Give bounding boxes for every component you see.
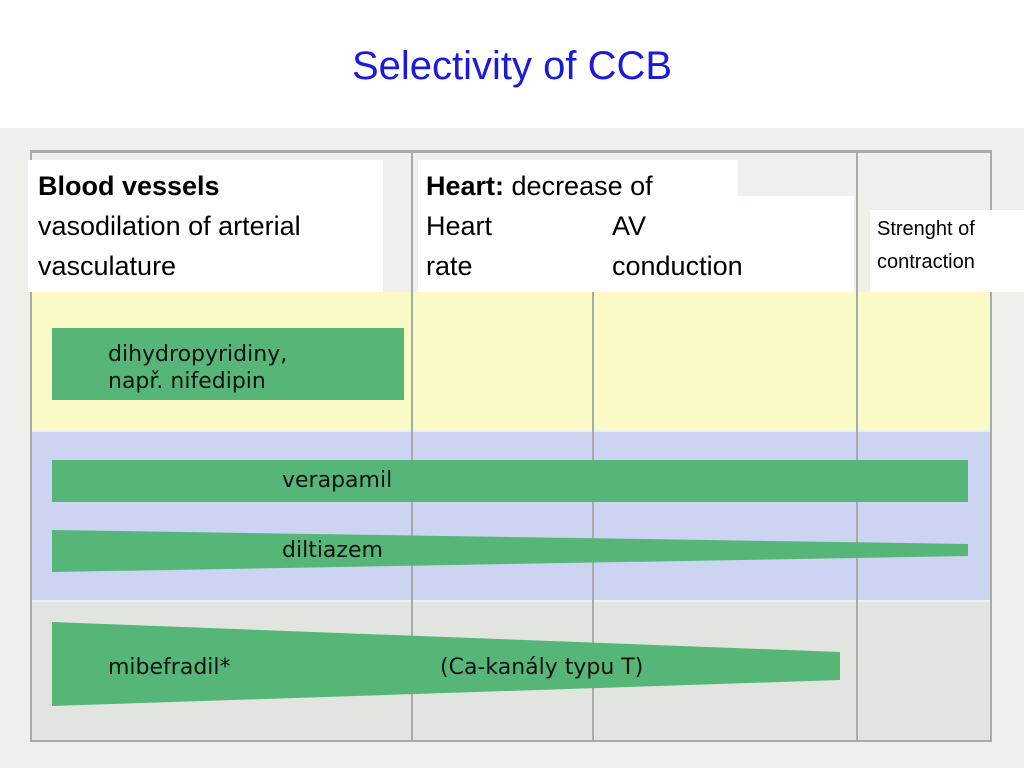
- blood-vessels-desc-line2: vasculature: [38, 251, 177, 281]
- dihydropyridine-label-line2: např. nifedipin: [108, 369, 266, 394]
- av-conduction-line1: AV: [612, 211, 647, 241]
- diltiazem-bar: [52, 530, 968, 572]
- verapamil-label: verapamil: [282, 468, 393, 493]
- heart-title: Heart:: [426, 171, 505, 201]
- contraction-line2: contraction: [877, 251, 975, 273]
- mibefradil-label: mibefradil*: [108, 655, 231, 680]
- diltiazem-label: diltiazem: [282, 538, 383, 563]
- blood-vessels-title: Blood vessels: [38, 171, 220, 201]
- dihydropyridine-label-line1: dihydropyridiny,: [108, 342, 288, 367]
- heart-subtitle: decrease of: [504, 171, 653, 201]
- verapamil-bar: [52, 460, 968, 502]
- heart-rate-line2: rate: [426, 251, 473, 281]
- av-conduction-line2: conduction: [612, 251, 743, 281]
- blood-vessels-desc-line1: vasodilation of arterial: [38, 211, 301, 241]
- t-type-channel-note: (Ca-kanály typu T): [440, 655, 644, 680]
- contraction-line1: Strenght of: [877, 218, 975, 240]
- slide-title: Selectivity of CCB: [351, 44, 673, 88]
- heart-rate-line1: Heart: [426, 211, 493, 241]
